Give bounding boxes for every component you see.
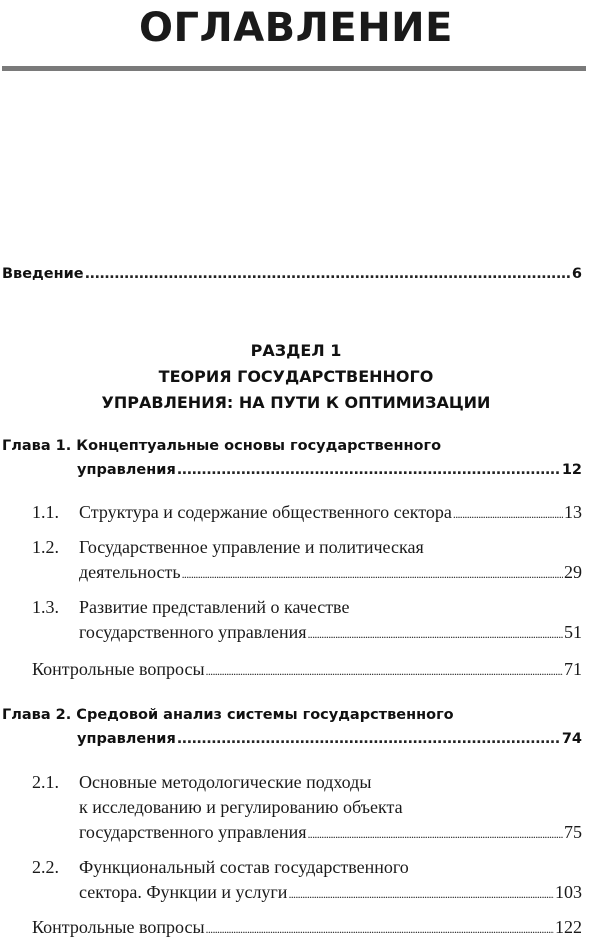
title-divider [2,66,586,71]
toc-entry-label: управления [77,462,176,478]
toc-entry-2-2[interactable] [79,882,582,903]
toc-entry-1-3[interactable] [79,622,582,643]
toc-page-number: 103 [555,882,582,902]
toc-entry-1-1[interactable] [79,502,582,523]
toc-entry-2-1[interactable] [79,822,582,843]
toc-page-number: 74 [561,731,582,747]
leader-dots [308,827,564,842]
toc-entry-1-2[interactable] [79,562,582,583]
toc-page-number: 75 [564,822,582,842]
toc-page-number: 12 [561,462,582,478]
toc-entry-label: деятельность [79,562,181,582]
leader-dots [308,627,564,642]
toc-entry-label: сектора. Функции и услуги [79,882,288,902]
toc-entry-label[interactable]: Развитие представлений о качестве [79,597,350,617]
section-heading [0,338,592,416]
toc-entry-chapter-2[interactable] [77,731,582,747]
section-title-line: УПРАВЛЕНИЯ: НА ПУТИ К ОПТИМИЗАЦИИ [101,393,491,412]
chapter-title[interactable]: Глава 1. Концептуальные основы государственного [2,438,442,454]
leader-dots [453,507,563,522]
toc-entry-label: Контрольные вопросы [32,917,205,937]
item-number: 1.2. [32,537,59,557]
leader-dots [206,922,554,937]
toc-entry-label: государственного управления [79,622,307,642]
toc-page-number: 51 [564,622,582,642]
page-title: ОГЛАВЛЕНИЕ [139,5,453,51]
item-number: 1.1. [32,502,59,522]
toc-entry-control-questions[interactable] [32,917,582,938]
leader-dots [177,462,561,478]
toc-entry-label: государственного управления [79,822,307,842]
toc-entry-introduction[interactable] [2,266,582,282]
toc-entry-label: Введение [2,266,84,282]
chapter-title[interactable]: Глава 2. Средовой анализ системы государственного [2,707,454,723]
toc-entry-label[interactable]: Основные методологические подходы [79,772,372,792]
toc-entry-label: Контрольные вопросы [32,659,205,679]
item-number: 2.2. [32,857,59,877]
leader-dots [288,887,554,902]
leader-dots [85,266,571,282]
toc-entry-label: управления [77,731,176,747]
toc-entry-label[interactable]: Государственное управление и политическая [79,537,424,557]
leader-dots [182,567,563,582]
item-number: 2.1. [32,772,59,792]
toc-entry-control-questions[interactable] [32,659,582,680]
toc-entry-label[interactable]: к исследованию и регулированию объекта [79,797,403,817]
toc-page-number: 6 [571,266,582,282]
toc-page-number: 122 [555,917,582,937]
toc-entry-label: Структура и содержание общественного сектора [79,502,452,522]
toc-page-number: 29 [564,562,582,582]
section-number: РАЗДЕЛ 1 [250,341,342,360]
leader-dots [206,664,563,679]
toc-page-number: 13 [564,502,582,522]
toc-page-number: 71 [564,659,582,679]
leader-dots [177,731,561,747]
section-title-line: ТЕОРИЯ ГОСУДАРСТВЕННОГО [158,367,434,386]
item-number: 1.3. [32,597,59,617]
toc-entry-chapter-1[interactable] [77,462,582,478]
toc-entry-label[interactable]: Функциональный состав государственного [79,857,409,877]
